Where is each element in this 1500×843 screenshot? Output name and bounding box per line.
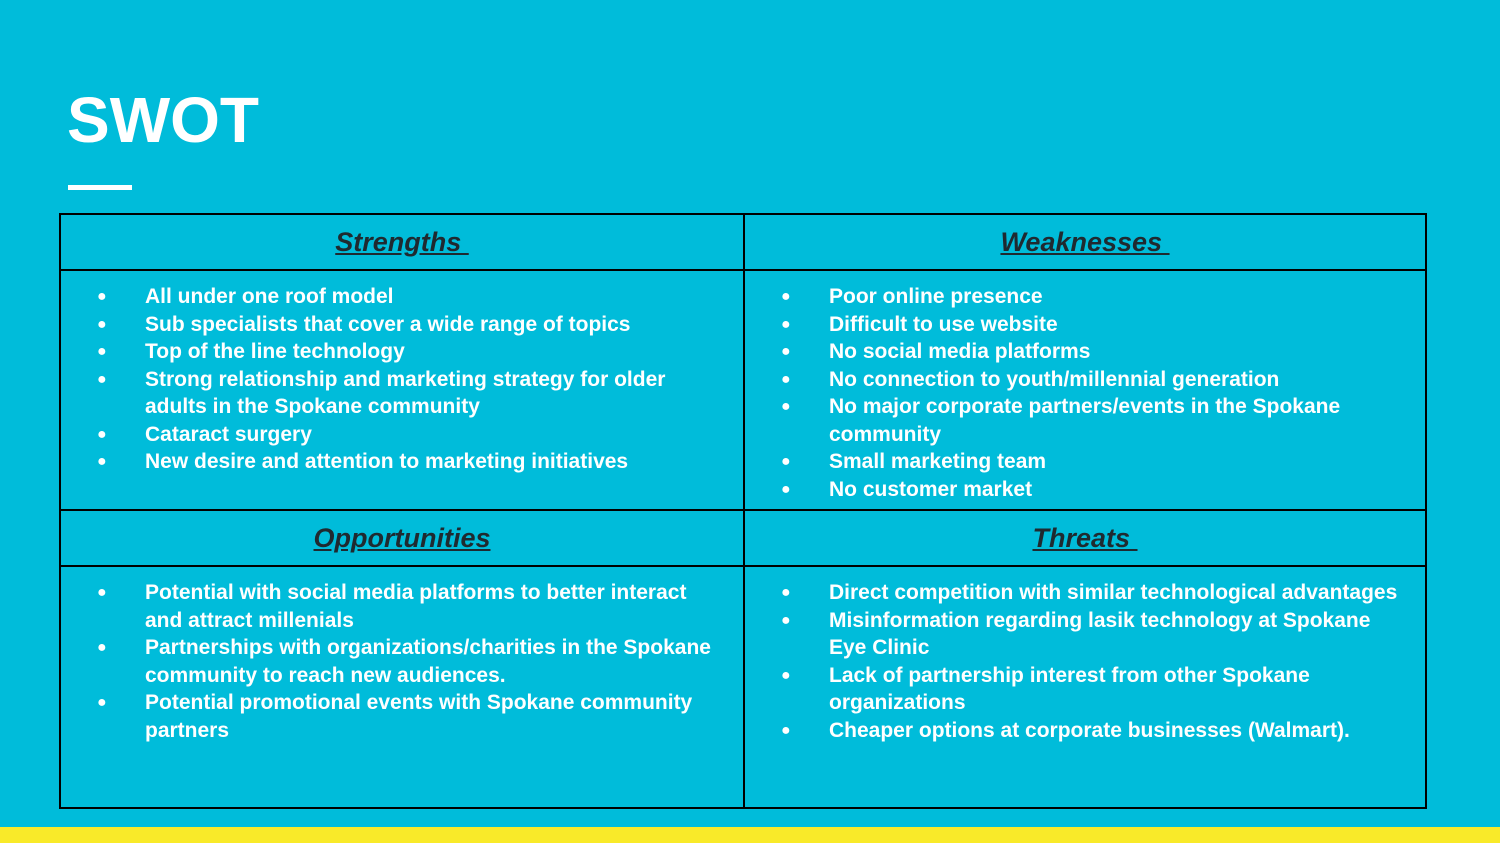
list-item-text: Misinformation regarding lasik technology at Spokane Eye Clinic — [829, 608, 1371, 659]
list-item-text: Cheaper options at corporate businesses (Walmart). — [829, 718, 1350, 742]
bottom-accent-bar — [0, 827, 1500, 843]
list-item-text: Difficult to use website — [829, 312, 1058, 336]
bullet-icon: ● — [781, 480, 791, 498]
list-item-text: All under one roof model — [145, 285, 394, 308]
list-item-text: Top of the line technology — [145, 340, 405, 363]
list-item-text: Partnerships with organizations/charities in the Spokane community to reach new audiences. — [145, 636, 711, 687]
bullet-icon: ● — [97, 288, 107, 305]
list-item — [61, 366, 723, 421]
list-item — [745, 448, 1405, 476]
list-item-text: Lack of partnership interest from other Spokane organizations — [829, 663, 1310, 714]
list-item-text: Small marketing team — [829, 450, 1047, 473]
bullet-icon: ● — [97, 453, 107, 470]
list-item — [745, 366, 1405, 394]
list-item-text: Strong relationship and marketing strategy for older adults in the Spokane community — [145, 367, 666, 418]
title-underline-accent — [68, 185, 132, 190]
opportunities-cell — [60, 566, 744, 808]
list-item — [61, 634, 723, 689]
bullet-icon: ● — [97, 370, 107, 388]
bullet-icon: ● — [781, 398, 791, 415]
list-item-text: Sub specialists that cover a wide range of topics — [145, 312, 631, 336]
weaknesses-cell — [744, 270, 1426, 510]
list-item-text: Cataract surgery — [145, 422, 312, 446]
list-item-text: New desire and attention to marketing initiatives — [145, 450, 629, 473]
list-item-text: Potential promotional events with Spokane community partners — [145, 691, 693, 742]
bullet-icon: ● — [781, 666, 791, 684]
list-item — [745, 393, 1405, 448]
threats-cell — [744, 566, 1426, 808]
strengths-header-cell — [60, 214, 744, 270]
bullet-icon: ● — [781, 611, 791, 629]
list-item-text: Potential with social media platforms to better interact and attract millenials — [145, 581, 687, 632]
strengths-list — [61, 271, 743, 476]
list-item-text: No connection to youth/millennial generation — [829, 367, 1280, 391]
list-item — [61, 283, 723, 311]
list-item — [745, 311, 1405, 339]
list-item — [61, 579, 723, 634]
list-item — [745, 476, 1405, 504]
opportunities-header-cell — [60, 510, 744, 566]
list-item — [745, 283, 1405, 311]
threats-header-cell — [744, 510, 1426, 566]
bullet-icon: ● — [781, 453, 791, 470]
bullet-icon: ● — [781, 315, 791, 333]
bullet-icon: ● — [97, 639, 107, 656]
slide-title: SWOT — [67, 84, 259, 156]
bullet-icon: ● — [781, 343, 791, 360]
strengths-heading: Strengths — [335, 226, 469, 257]
list-item — [745, 717, 1405, 745]
bullet-icon: ● — [781, 584, 791, 601]
bullet-icon: ● — [97, 425, 107, 443]
bullet-icon: ● — [97, 343, 107, 360]
swot-table — [59, 213, 1427, 809]
weaknesses-heading: Weaknesses — [1000, 226, 1170, 257]
bullet-icon: ● — [97, 584, 107, 601]
list-item — [745, 662, 1405, 717]
list-item — [61, 421, 723, 449]
weaknesses-header-cell — [744, 214, 1426, 270]
threats-list — [745, 567, 1425, 744]
list-item — [745, 579, 1405, 607]
list-item-text: No social media platforms — [829, 340, 1091, 363]
list-item-text: No major corporate partners/events in the Spokane community — [829, 395, 1341, 446]
list-item — [745, 607, 1405, 662]
bullet-icon: ● — [781, 370, 791, 388]
threats-heading: Threats — [1032, 522, 1138, 553]
bullet-icon: ● — [97, 694, 107, 711]
strengths-cell — [60, 270, 744, 510]
bullet-icon: ● — [97, 315, 107, 333]
opportunities-list — [61, 567, 743, 744]
opportunities-heading: Opportunities — [313, 522, 491, 553]
list-item — [61, 338, 723, 366]
bullet-icon: ● — [781, 288, 791, 305]
bullet-icon: ● — [781, 721, 791, 739]
list-item — [745, 338, 1405, 366]
list-item-text: Direct competition with similar technological advantages — [829, 581, 1398, 604]
list-item-text: Poor online presence — [829, 285, 1043, 308]
weaknesses-list — [745, 271, 1425, 503]
list-item — [61, 311, 723, 339]
list-item-text: No customer market — [829, 477, 1033, 501]
list-item — [61, 448, 723, 476]
list-item — [61, 689, 723, 744]
